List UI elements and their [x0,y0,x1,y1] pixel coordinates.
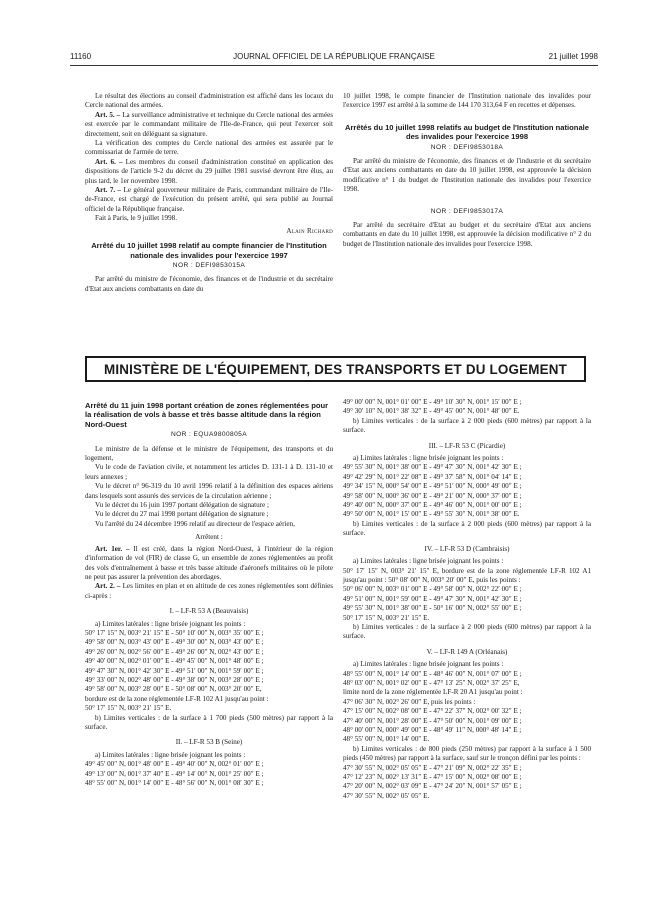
coordinate-line: 49° 33′ 00″ N, 002° 48′ 00″ E - 49° 38′ 00″ N, 003° 28′ 00″ E ; [85,675,264,684]
zone-heading: III. – LF-R 53 C (Picardie) [428,441,506,450]
coordinate-line: 47° 15′ 00″ N, 002° 08′ 00″ E - 47° 22′ 37″ N, 002° 00′ 32″ E ; [343,707,522,716]
nor-reference: NOR : EQUA9800805A [170,431,248,439]
article-label: Art. 5. – [95,110,121,119]
journal-title: JOURNAL OFFICIEL DE LA RÉPUBLIQUE FRANÇAISE [233,52,435,61]
coordinate-line: 49° 51′ 00″ N, 001° 59′ 00″ E - 49° 47′ 30″ N, 001° 42′ 30″ E ; [343,594,522,603]
coordinate-line: 49° 34′ 15″ N, 000° 54′ 00″ E - 49° 51′ 00″ N, 000° 49′ 00″ E ; [343,482,522,491]
paragraph: Vu le décret du 16 juin 1997 portant délégation de signature ; [95,501,269,510]
points-list [343,670,591,689]
issue-date: 21 juillet 1998 [548,52,598,61]
coordinate-line: 49° 30′ 10″ N, 001° 38′ 32″ E - 49° 45′ 00″ N, 001° 48′ 00″ E. [343,407,520,416]
points-list [343,398,591,417]
paragraph: Par arrêté du ministre de l'économie, des finances et de l'industrie et du secrétaire d'Etat aux anciens combattants en date du 10 juillet 1998, est approuvée la décision modificative n° 1 du budget de l'Institution nationale des invalides pour l'exercice 1998. [343,157,591,194]
paragraph: b) Limites verticales : de la surface à 2 000 pieds (600 mètres) par rapport à la surface. [343,416,591,435]
points-list [343,698,591,745]
date-line: Fait à Paris, le 9 juillet 1998. [95,214,177,223]
coordinate-line: 47° 40′ 00″ N, 001° 28′ 00″ E - 47° 50′ 00″ N, 001° 09′ 00″ E ; [343,716,522,725]
coordinate-line: 48° 55′ 00″ N, 001° 14′ 00″ E - 48° 56′ 00″ N, 001° 08′ 30″ E ; [85,779,264,788]
coordinate-line: 49° 26′ 00″ N, 002° 56′ 00″ E - 49° 26′ 00″ N, 002° 43′ 00″ E ; [85,647,264,656]
paragraph: Vu le code de l'aviation civile, et notamment les articles D. 131-1 à D. 131-10 et leurs annexes ; [85,463,333,481]
points-list [343,463,591,519]
article-5 [85,111,333,139]
coordinate-line: 47° 30′ 55″ N, 002° 05′ 05″ E. [343,791,430,800]
coordinate-line: 50° 17′ 15″ N, 003° 21′ 15″ E. [85,704,172,713]
article-label: Art. 6. – [95,157,123,166]
coordinate-line: 48° 55′ 00″ N, 001° 14′ 00″ E - 48° 46′ 00″ N, 001° 07′ 00″ E ; [343,669,522,678]
zone-heading: IV. – LF-R 53 D (Cambraisis) [424,544,510,553]
paragraph: bordure est de la zone réglementée LF-R 102 A1 jusqu'au point : [85,694,269,703]
coordinate-line: 49° 42′ 29″ N, 001° 22′ 08″ E - 49° 37′ 58″ N, 001° 04′ 14″ E ; [343,472,522,481]
paragraph: 10 juillet 1998, le compte financier de l'Institution nationale des invalides pour l'exercice 1997 est arrêté à la somme de 144 170 313,64 F en recettes et dépenses. [343,92,591,110]
coordinate-line: 48° 55′ 00″ N, 001° 14′ 00″ E. [343,735,430,744]
ministry-title: MINISTÈRE DE L'ÉQUIPEMENT, DES TRANSPORTS ET DU LOGEMENT [103,362,567,377]
coordinate-line: 49° 45′ 00″ N, 001° 48′ 00″ E - 49° 40′ 00″ N, 002° 01′ 00″ E ; [85,760,264,769]
article-7 [85,186,333,214]
paragraph: Par arrêté du secrétaire d'Etat au budget et du secrétaire d'Etat aux anciens combattants en date du 10 juillet 1998, est approuvée la décision modificative n° 2 du budget de l'Institution nationale des invalides pour l'exercice 1998. [343,221,591,248]
zone-heading: V. – LF-R 149 A (Orléanais) [426,647,508,656]
decree-title: Arrêté du 11 juin 1998 portant création de zones réglementées pour la réalisation de vols à basse et très basse altitude dans la région Nord-Ouest [85,401,329,429]
zone-heading: I. – LF-R 53 A (Beauvaisis) [169,607,249,616]
paragraph: b) Limites verticales : de 800 pieds (250 mètres) par rapport à la surface à 1 500 pieds (450 mètres) par rapport à la surface, sauf sur le tronçon défini par les points : [343,744,591,763]
signature: Alain Richard [286,226,333,235]
paragraph: Le résultat des élections au conseil d'administration est affiché dans les locaux du Cercle national des armées. [85,92,333,110]
points-list [343,764,591,802]
article-label: Art. 1er. – [95,544,130,553]
article-text: Le général gouverneur militaire de Paris, commandant militaire de l'Ile-de-France, est chargé de l'exécution du présent arrêté, qui sera publié au Journal officiel de la République française. [85,186,333,213]
coordinate-line: 49° 00′ 00″ N, 001° 01′ 00″ E - 49° 10′ 30″ N, 001° 15′ 00″ E ; [343,398,522,406]
coordinate-line: 49° 55′ 30″ N, 001° 38′ 00″ E - 49° 47′ 30″ N, 001° 42′ 30″ E ; [343,463,522,472]
column-right-bottom [343,398,591,801]
nor-reference: NOR : DEFI9853017A [430,207,504,215]
decree-title: Arrêtés du 10 juillet 1998 relatifs au budget de l'Institution nationale des invalides pour l'exercice 1998 [344,122,589,142]
article-text: Les limites en plan et en altitude de ces zones réglementées sont définies ci-après : [85,582,333,600]
coordinate-line: 49° 47′ 30″ N, 001° 42′ 30″ E - 49° 51′ 00″ N, 001° 59′ 00″ E ; [85,666,264,675]
paragraph: a) Limites latérales : ligne brisée joignant les points : [353,557,504,566]
column-left-top [85,92,333,294]
page-header [70,50,598,64]
nor-reference: NOR : DEFI9853018A [430,143,504,151]
article-label: Art. 7. – [95,186,122,195]
coordinate-line: 48° 03′ 00″ N, 001° 02′ 00″ E - 47° 13′ 25″ N, 002° 37′ 25″ E, [343,678,520,687]
coordinate-line: 49° 13′ 00″ N, 001° 37′ 40″ E - 49° 14′ 00″ N, 001° 25′ 00″ E ; [85,769,264,778]
paragraph: a) Limites latérales : ligne brisée joignant les points : [95,750,246,759]
ministry-banner [85,356,586,382]
column-right-top [343,92,591,249]
article-text: Il est créé, dans la région Nord-Ouest, à l'intérieur de la région d'information de vol (FIR) de classe G, un ensemble de zones réglementées au profit des vols d'entraînement à basse et très basse altitude d'aéronefs militaires où le pilote ne peut pas assurer la prévention des abordages. [85,544,334,581]
paragraph: 50° 17′ 15″ N, 003° 21′ 15″ E, bordure est de la zone réglementée LF-R 102 A1 jusqu'au point : 50° 08′ 00″ N, 003° 20′ 00″ E, puis les points : [343,566,591,584]
paragraph: limite nord de la zone réglementée LF-R 20 A1 jusqu'au point : [343,688,523,697]
coordinate-line: 47° 12′ 23″ N, 002° 13′ 31″ E - 47° 15′ 00″ N, 002° 08′ 00″ E ; [343,773,522,782]
paragraph: La vérification des comptes du Cercle national des armées est assurée par le commissariat de l'armée de terre. [85,139,333,157]
paragraph: b) Limites verticales : de la surface à 2 000 pieds (600 mètres) par rapport à la surface. [343,519,591,538]
column-left-bottom [85,398,333,788]
points-list [85,629,333,695]
coordinate-line: 50° 17′ 15″ N, 003° 21′ 15″ E. [343,613,430,622]
paragraph: Vu le décret du 27 mai 1998 portant délégation de signature ; [95,510,269,519]
paragraph: Vu le décret n° 96-319 du 10 avril 1996 relatif à la définition des espaces aériens dans lesquels sont assurés des services de la circulation aérienne ; [85,482,333,500]
coordinate-line: 47° 30′ 55″ N, 002° 05′ 05″ E - 47° 21′ 09″ N, 002° 22′ 35″ E ; [343,763,522,772]
coordinate-line: 49° 40′ 00″ N, 002° 01′ 00″ E - 49° 45′ 00″ N, 001° 48′ 00″ E ; [85,657,264,666]
coordinate-line: 47° 06′ 30″ N, 002° 26′ 00″ E, puis les points : [343,697,476,706]
header-rule [70,65,598,66]
coordinate-line: 49° 50′ 00″ N, 001° 15′ 00″ E - 49° 55′ 30″ N, 001° 38′ 00″ E. [343,510,520,519]
decree-title: Arrêté du 10 juillet 1998 relatif au compte financier de l'Institution nationale des invalides pour l'exercice 1997 [91,241,327,260]
article-1 [85,545,333,583]
coordinate-line: 48° 00′ 00″ N, 000° 49′ 00″ E - 48° 49′ 11″ N, 000° 48′ 14″ E ; [343,726,522,734]
paragraph: a) Limites latérales : ligne brisée joignant les points : [353,660,504,669]
coordinate-line: 49° 58′ 00″ N, 003° 43′ 00″ E - 49° 30′ 00″ N, 003° 43′ 00″ E ; [85,638,264,647]
paragraph: Par arrêté du ministre de l'économie, des finances et de l'industrie et du secrétaire d'Etat aux anciens combattants en date du [85,275,333,293]
coordinate-line: 47° 20′ 00″ N, 002° 03′ 09″ E - 47° 24′ 20″ N, 001° 57′ 05″ E ; [343,782,522,791]
article-text: La surveillance administrative et technique du Cercle national des armées est exercée par le commandant militaire de l'Ile-de-France, qui peut l'exercer soit directement, soit en déléguant sa signature. [85,110,333,138]
coordinate-line: 49° 40′ 00″ N, 000° 37′ 00″ E - 49° 46′ 00″ N, 001° 00′ 00″ E ; [343,501,522,510]
paragraph: b) Limites verticales : de la surface à 1 700 pieds (500 mètres) par rapport à la surface. [85,713,333,731]
arretent-heading: Arrêtent : [195,533,223,542]
page-number: 11160 [70,52,92,61]
coordinate-line: 49° 58′ 00″ N, 003° 28′ 00″ E - 50° 08′ 00″ N, 003° 20′ 00″ E, [85,685,262,694]
article-2 [85,582,333,601]
paragraph: Le ministre de la défense et le ministre de l'équipement, des transports et du logement, [85,444,333,463]
coordinate-line: 49° 58′ 00″ N, 000° 36′ 00″ E - 49° 21′ 00″ N, 000° 37′ 00″ E ; [343,491,522,500]
coordinate-line: 50° 06′ 00″ N, 003° 01′ 00″ E - 49° 58′ 00″ N, 002° 22′ 00″ E ; [343,585,522,594]
paragraph: a) Limites latérales : ligne brisée joignant les points : [95,619,246,628]
nor-reference: NOR : DEFI9853015A [172,261,246,269]
points-list [85,760,333,788]
article-label: Art. 2. – [95,582,121,591]
article-6 [85,158,333,186]
zone-heading: II. – LF-R 53 B (Seine) [175,738,243,747]
coordinate-line: 50° 17′ 15″ N, 003° 21′ 15″ E - 50° 10′ 00″ N, 003° 35′ 00″ E ; [85,628,264,637]
paragraph: a) Limites latérales : ligne brisée joignant les points : [353,454,504,463]
points-list [343,585,591,623]
paragraph: Vu l'arrêté du 24 décembre 1996 relatif au directeur de l'espace aérien, [95,519,295,528]
article-text: Les membres du conseil d'administration constitué en application des dispositions de l'article 9-2 du décret du 29 juillet 1981 susvisé devront être élus, au plus tard, le 1er novembre 1998. [85,157,333,185]
coordinate-line: 49° 55′ 30″ N, 001° 38′ 00″ E - 50° 16′ 00″ N, 002° 55′ 00″ E ; [343,604,522,613]
paragraph: b) Limites verticales : de la surface à 2 000 pieds (600 mètres) par rapport à la surface. [343,622,591,641]
